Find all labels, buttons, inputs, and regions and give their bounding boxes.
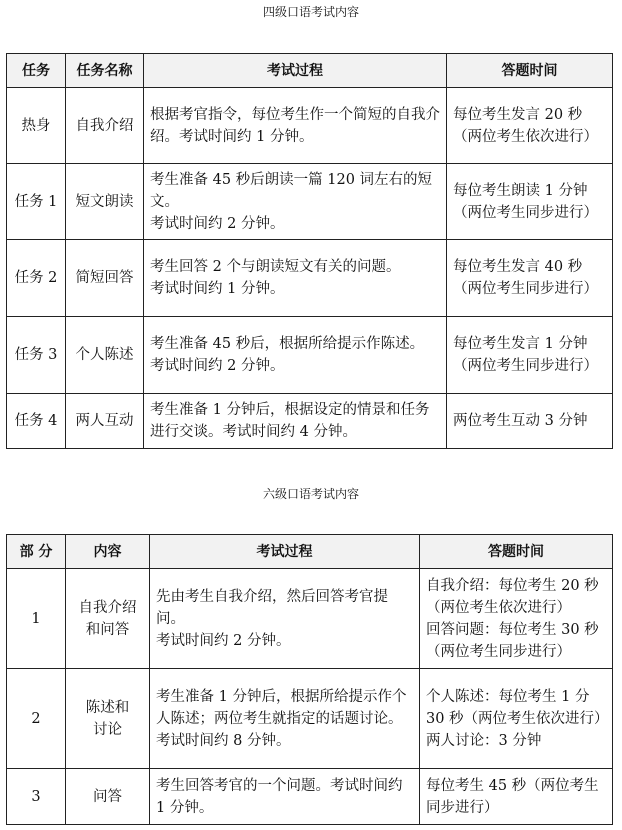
cet4-time-cell	[447, 240, 613, 317]
cet4-time-cell	[447, 88, 613, 164]
time-line: 每位考生发言 20 秒（两位考生依次进行）	[453, 106, 598, 145]
process-line: 考生准备 1 分钟后，根据所给提示作个人陈述；两位考生就指定的话题讨论。考试时间约 8 分钟。	[156, 688, 407, 749]
cet4-process-cell	[144, 164, 447, 240]
cet4-row-warmup	[7, 88, 613, 164]
process-line: 考生回答考官的一个问题。考试时间约 1 分钟。	[156, 777, 403, 816]
cet4-process-cell	[144, 317, 447, 394]
cet6-row-part1	[7, 569, 613, 669]
cet6-content-cell	[66, 769, 150, 825]
cet4-name-cell: 短文朗读	[66, 164, 144, 240]
time-line: 每位考生发言 40 秒（两位考生同步进行）	[453, 259, 598, 297]
cet4-task-cell: 任务 2	[7, 240, 66, 317]
cet4-caption: 四级口语考试内容	[262, 5, 359, 19]
content-line: 问答	[93, 788, 122, 805]
cet4-process-cell	[144, 88, 447, 164]
process-line: 考生准备 45 秒后，根据所给提示作陈述。	[150, 336, 425, 352]
process-line: 考试时间约 2 分钟。	[150, 215, 285, 232]
cet6-time-cell	[420, 769, 613, 825]
cet6-time-cell	[420, 569, 613, 669]
content-line: 自我介绍	[78, 599, 137, 616]
cet4-row-task4	[7, 394, 613, 449]
cet6-process-cell	[150, 569, 420, 669]
cet4-row-task2	[7, 240, 613, 317]
cet4-header-row	[7, 54, 613, 88]
cet6-header-part: 部 分	[7, 535, 66, 569]
cet6-process-cell	[150, 769, 420, 825]
process-line: 考生回答 2 个与朗读短文有关的问题。	[150, 259, 401, 275]
time-line: 每位考生朗读 1 分钟（两位考生同步进行）	[453, 182, 598, 221]
time-line: 自我介绍：每位考生 20 秒（两位考生依次进行）	[426, 577, 599, 616]
cet6-row-part2	[7, 669, 613, 769]
cet4-header-time: 答题时间	[447, 54, 613, 88]
cet6-content-cell	[66, 569, 150, 669]
cet4-name-cell: 自我介绍	[66, 88, 144, 164]
cet4-header-name: 任务名称	[66, 54, 144, 88]
cet6-content-cell	[66, 669, 150, 769]
cet4-time-cell	[447, 164, 613, 240]
cet4-row-task1	[7, 164, 613, 240]
content-line: 讨论	[93, 721, 122, 738]
time-line: 两人讨论：3 分钟	[426, 732, 542, 749]
cet4-row-task3	[7, 317, 613, 394]
process-line: 先由考生自我介绍，然后回答考官提问。	[156, 588, 388, 627]
cet4-name-cell: 个人陈述	[66, 317, 144, 394]
cet6-part-cell: 1	[7, 569, 66, 669]
cet6-header-content: 内容	[66, 535, 150, 569]
time-line: 两位考生互动 3 分钟	[453, 413, 588, 429]
process-line: 考生准备 45 秒后朗读一篇 120 词左右的短文。	[150, 171, 433, 210]
process-line: 考试时间约 1 分钟。	[150, 281, 285, 297]
process-line: 考试时间约 2 分钟。	[150, 358, 285, 374]
time-line: 每位考生发言 1 分钟（两位考生同步进行）	[453, 336, 598, 374]
cet4-task-cell: 任务 1	[7, 164, 66, 240]
cet4-process-cell	[144, 240, 447, 317]
cet6-table	[6, 534, 613, 825]
time-line: 回答问题：每位考生 30 秒（两位考生同步进行）	[426, 621, 599, 660]
cet6-header-time: 答题时间	[420, 535, 613, 569]
cet4-process-cell	[144, 394, 447, 449]
cet4-task-cell: 任务 3	[7, 317, 66, 394]
cet4-header-process: 考试过程	[144, 54, 447, 88]
cet6-part-cell: 2	[7, 669, 66, 769]
cet4-task-cell: 任务 4	[7, 394, 66, 449]
cet4-name-cell: 两人互动	[66, 394, 144, 449]
cet6-process-cell	[150, 669, 420, 769]
cet6-caption: 六级口语考试内容	[262, 487, 359, 501]
time-line: 个人陈述：每位考生 1 分 30 秒（两位考生依次进行）	[426, 688, 609, 727]
time-line: 每位考生 45 秒（两位考生同步进行）	[426, 777, 599, 816]
cet4-header-task: 任务	[7, 54, 66, 88]
cet4-table	[6, 53, 613, 449]
cet6-time-cell	[420, 669, 613, 769]
process-line: 考生准备 1 分钟后，根据设定的情景和任务进行交谈。考试时间约 4 分钟。	[150, 402, 430, 440]
cet4-time-cell	[447, 317, 613, 394]
cet4-name-cell: 简短回答	[66, 240, 144, 317]
cet4-time-cell	[447, 394, 613, 449]
cet6-row-part3	[7, 769, 613, 825]
cet6-header-row	[7, 535, 613, 569]
cet6-part-cell: 3	[7, 769, 66, 825]
content-line: 陈述和	[85, 699, 130, 716]
content-line: 和问答	[85, 621, 130, 638]
process-line: 考试时间约 2 分钟。	[156, 632, 291, 649]
process-line: 根据考官指令，每位考生作一个简短的自我介绍。考试时间约 1 分钟。	[150, 106, 440, 145]
cet4-task-cell: 热身	[7, 88, 66, 164]
cet6-header-process: 考试过程	[150, 535, 420, 569]
